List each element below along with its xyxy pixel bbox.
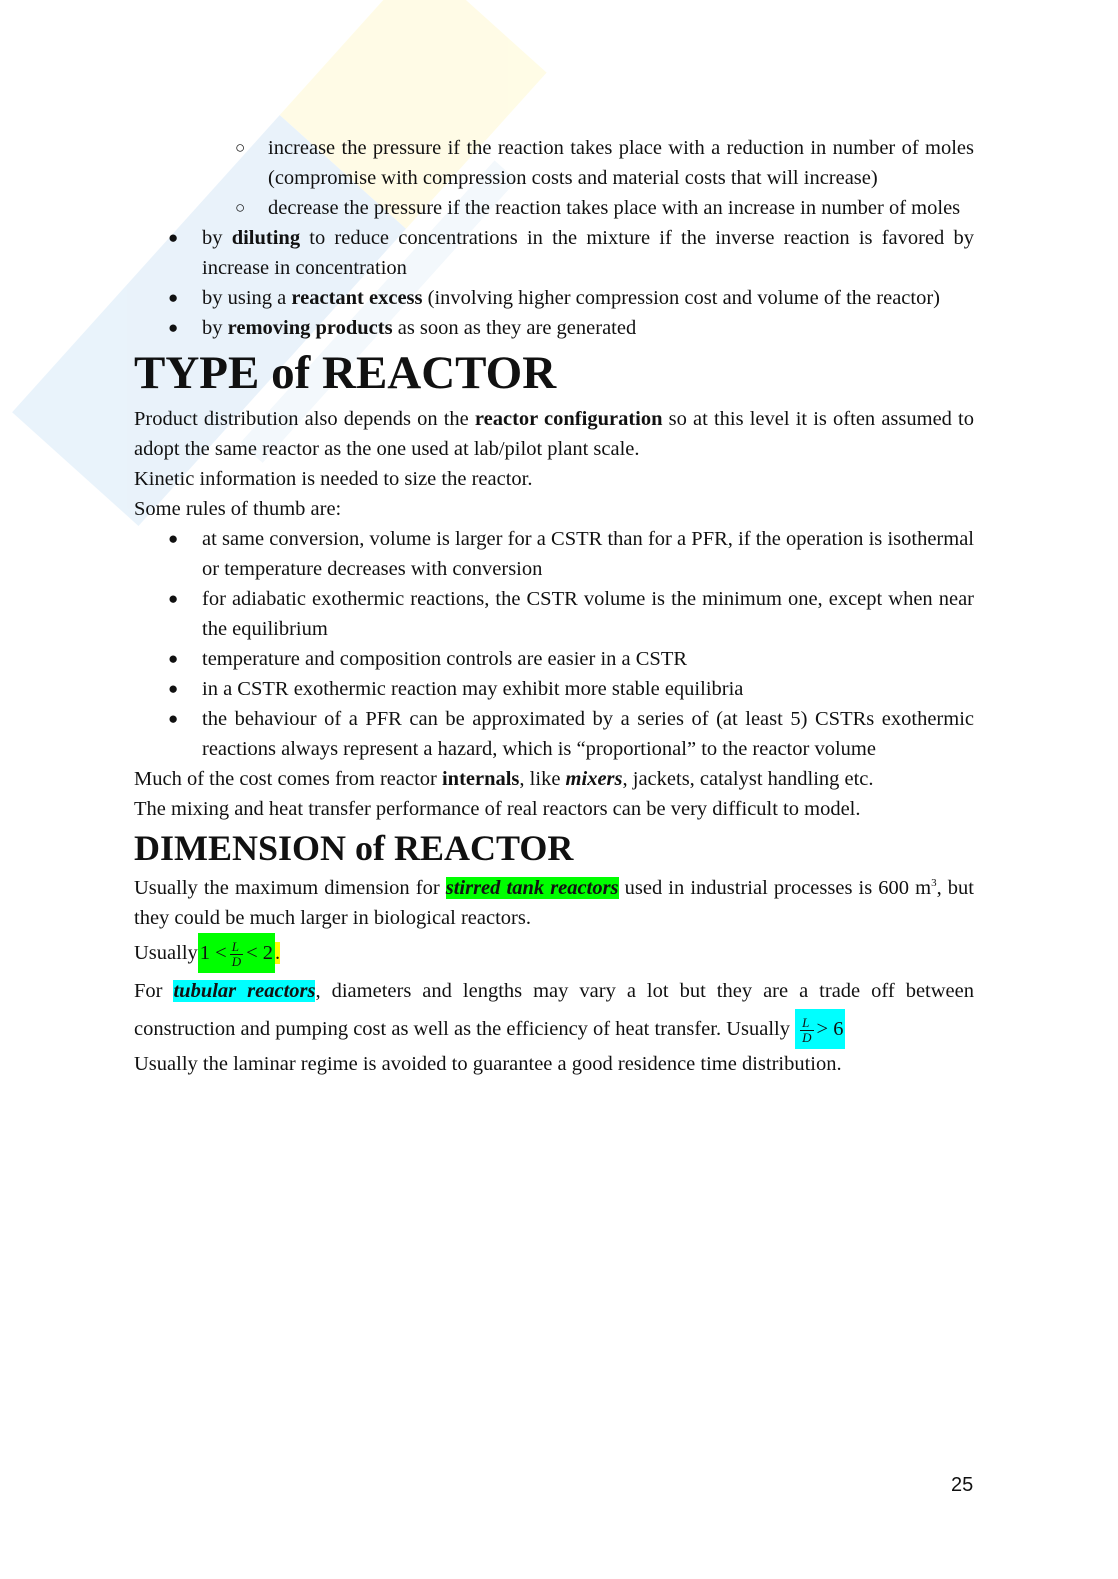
text-run: (involving higher compression cost and volume of the reactor): [422, 287, 941, 309]
text-run: the behaviour of a PFR can be approximated by a series of (at least 5) CSTRs exothermic reactions always represent a hazard, which is “proportional” to the reactor volume: [202, 708, 974, 760]
bullet-icon: ●: [168, 679, 179, 698]
text-run: Usually the maximum dimension for: [134, 877, 446, 899]
bullet-item: [134, 584, 974, 644]
text-run: 3: [931, 877, 937, 890]
paragraph: [134, 873, 974, 933]
text-run: in a CSTR exothermic reaction may exhibit more stable equilibria: [202, 678, 744, 700]
bold-term: reactant excess: [291, 287, 423, 309]
text-run: For: [134, 980, 174, 1002]
text-run: , jackets, catalyst handling etc.: [622, 768, 874, 790]
formula-lhs: 1 <: [199, 942, 227, 964]
text-run: used in industrial processes is 600 m: [618, 877, 932, 899]
text-run: The mixing and heat transfer performance of real reactors can be very difficult to model.: [134, 798, 861, 820]
text-run: by: [202, 227, 232, 249]
fraction-numerator: L: [230, 940, 243, 955]
fraction-numerator: L: [800, 1016, 813, 1031]
text-run: to reduce concentrations in the mixture if the inverse reaction is favored by increase in concentration: [202, 227, 974, 279]
page-number: 25: [951, 1474, 974, 1496]
paragraph: [134, 973, 974, 1049]
text-run: TYPE of REACTOR: [134, 347, 557, 399]
text-run: so at this level it is often assumed to adopt the same reactor as the one used at lab/pilot plant scale.: [134, 408, 975, 460]
text-run: Much of the cost comes from reactor: [134, 768, 442, 790]
document-body: [134, 133, 974, 1079]
bullet-icon: ●: [168, 288, 179, 307]
circle-bullet-icon: ○: [235, 198, 246, 217]
bullet-item: [134, 674, 974, 704]
text-run: , like: [519, 768, 566, 790]
text-run: at same conversion, volume is larger for a CSTR than for a PFR, if the operation is isothermal or temperature decreases with conversion: [202, 528, 974, 580]
bold-term: mixers: [565, 768, 623, 790]
highlighted-term: tubular reactors: [173, 980, 316, 1002]
text-run: as soon as they are generated: [392, 317, 637, 339]
highlighted-term: .: [275, 942, 281, 964]
text-run: increase the pressure if the reaction takes place with a reduction in number of moles (compromise with compression costs and material costs that will increase): [268, 137, 974, 189]
text-run: decrease the pressure if the reaction takes place with an increase in number of moles: [268, 197, 961, 219]
fraction-denominator: D: [802, 1029, 812, 1045]
text-run: , but they could be much larger in biological reactors.: [134, 877, 974, 929]
math-formula: [198, 933, 275, 973]
text-run: Usually the laminar regime is avoided to guarantee a good residence time distribution.: [134, 1053, 842, 1075]
fraction: [800, 1016, 813, 1045]
bullet-icon: ●: [168, 529, 179, 548]
paragraph: [134, 794, 974, 824]
bullet-icon: ●: [168, 318, 179, 337]
paragraph: [134, 464, 974, 494]
section-heading: [134, 824, 974, 873]
text-run: DIMENSION of REACTOR: [134, 828, 574, 868]
bold-term: diluting: [231, 227, 301, 249]
text-run: Product distribution also depends on the: [134, 408, 475, 430]
bullet-item: [134, 644, 974, 674]
bullet-item: [134, 704, 974, 764]
paragraph: [134, 933, 974, 973]
text-run: Usually: [134, 942, 198, 964]
bullet-icon: ●: [168, 589, 179, 608]
formula-rhs: > 6: [816, 1018, 844, 1040]
text-run: , diameters and lengths may vary a lot but they are a trade off between construction and pumping cost as well as the efficiency of heat transfer. Usually: [134, 980, 974, 1040]
bullet-icon: ●: [168, 709, 179, 728]
bullet-icon: ●: [168, 228, 179, 247]
bullet-icon: ●: [168, 649, 179, 668]
section-heading: [134, 343, 974, 404]
text-run: by using a: [202, 287, 292, 309]
bullet-item: [134, 283, 974, 313]
text-run: Kinetic information is needed to size the reactor.: [134, 468, 533, 490]
paragraph: [134, 764, 974, 794]
bold-term: removing products: [227, 317, 393, 339]
formula-rhs: < 2: [246, 942, 274, 964]
bold-term: reactor configuration: [474, 408, 663, 430]
fraction-denominator: D: [231, 953, 242, 969]
fraction: [230, 940, 243, 969]
sub-bullet-item: [134, 133, 974, 193]
text-run: by: [202, 317, 228, 339]
paragraph: [134, 494, 974, 524]
text-run: Some rules of thumb are:: [134, 498, 342, 520]
sub-bullet-item: [134, 193, 974, 223]
text-run: temperature and composition controls are easier in a CSTR: [202, 648, 688, 670]
text-run: for adiabatic exothermic reactions, the CSTR volume is the minimum one, except when near the equilibrium: [202, 588, 974, 640]
math-formula: [795, 1009, 845, 1049]
bold-term: internals: [441, 768, 520, 790]
circle-bullet-icon: ○: [235, 138, 246, 157]
paragraph: [134, 1049, 974, 1079]
bullet-item: [134, 524, 974, 584]
paragraph: [134, 404, 974, 464]
highlighted-term: stirred tank reactors: [445, 877, 619, 899]
bullet-item: [134, 223, 974, 283]
bullet-item: [134, 313, 974, 343]
